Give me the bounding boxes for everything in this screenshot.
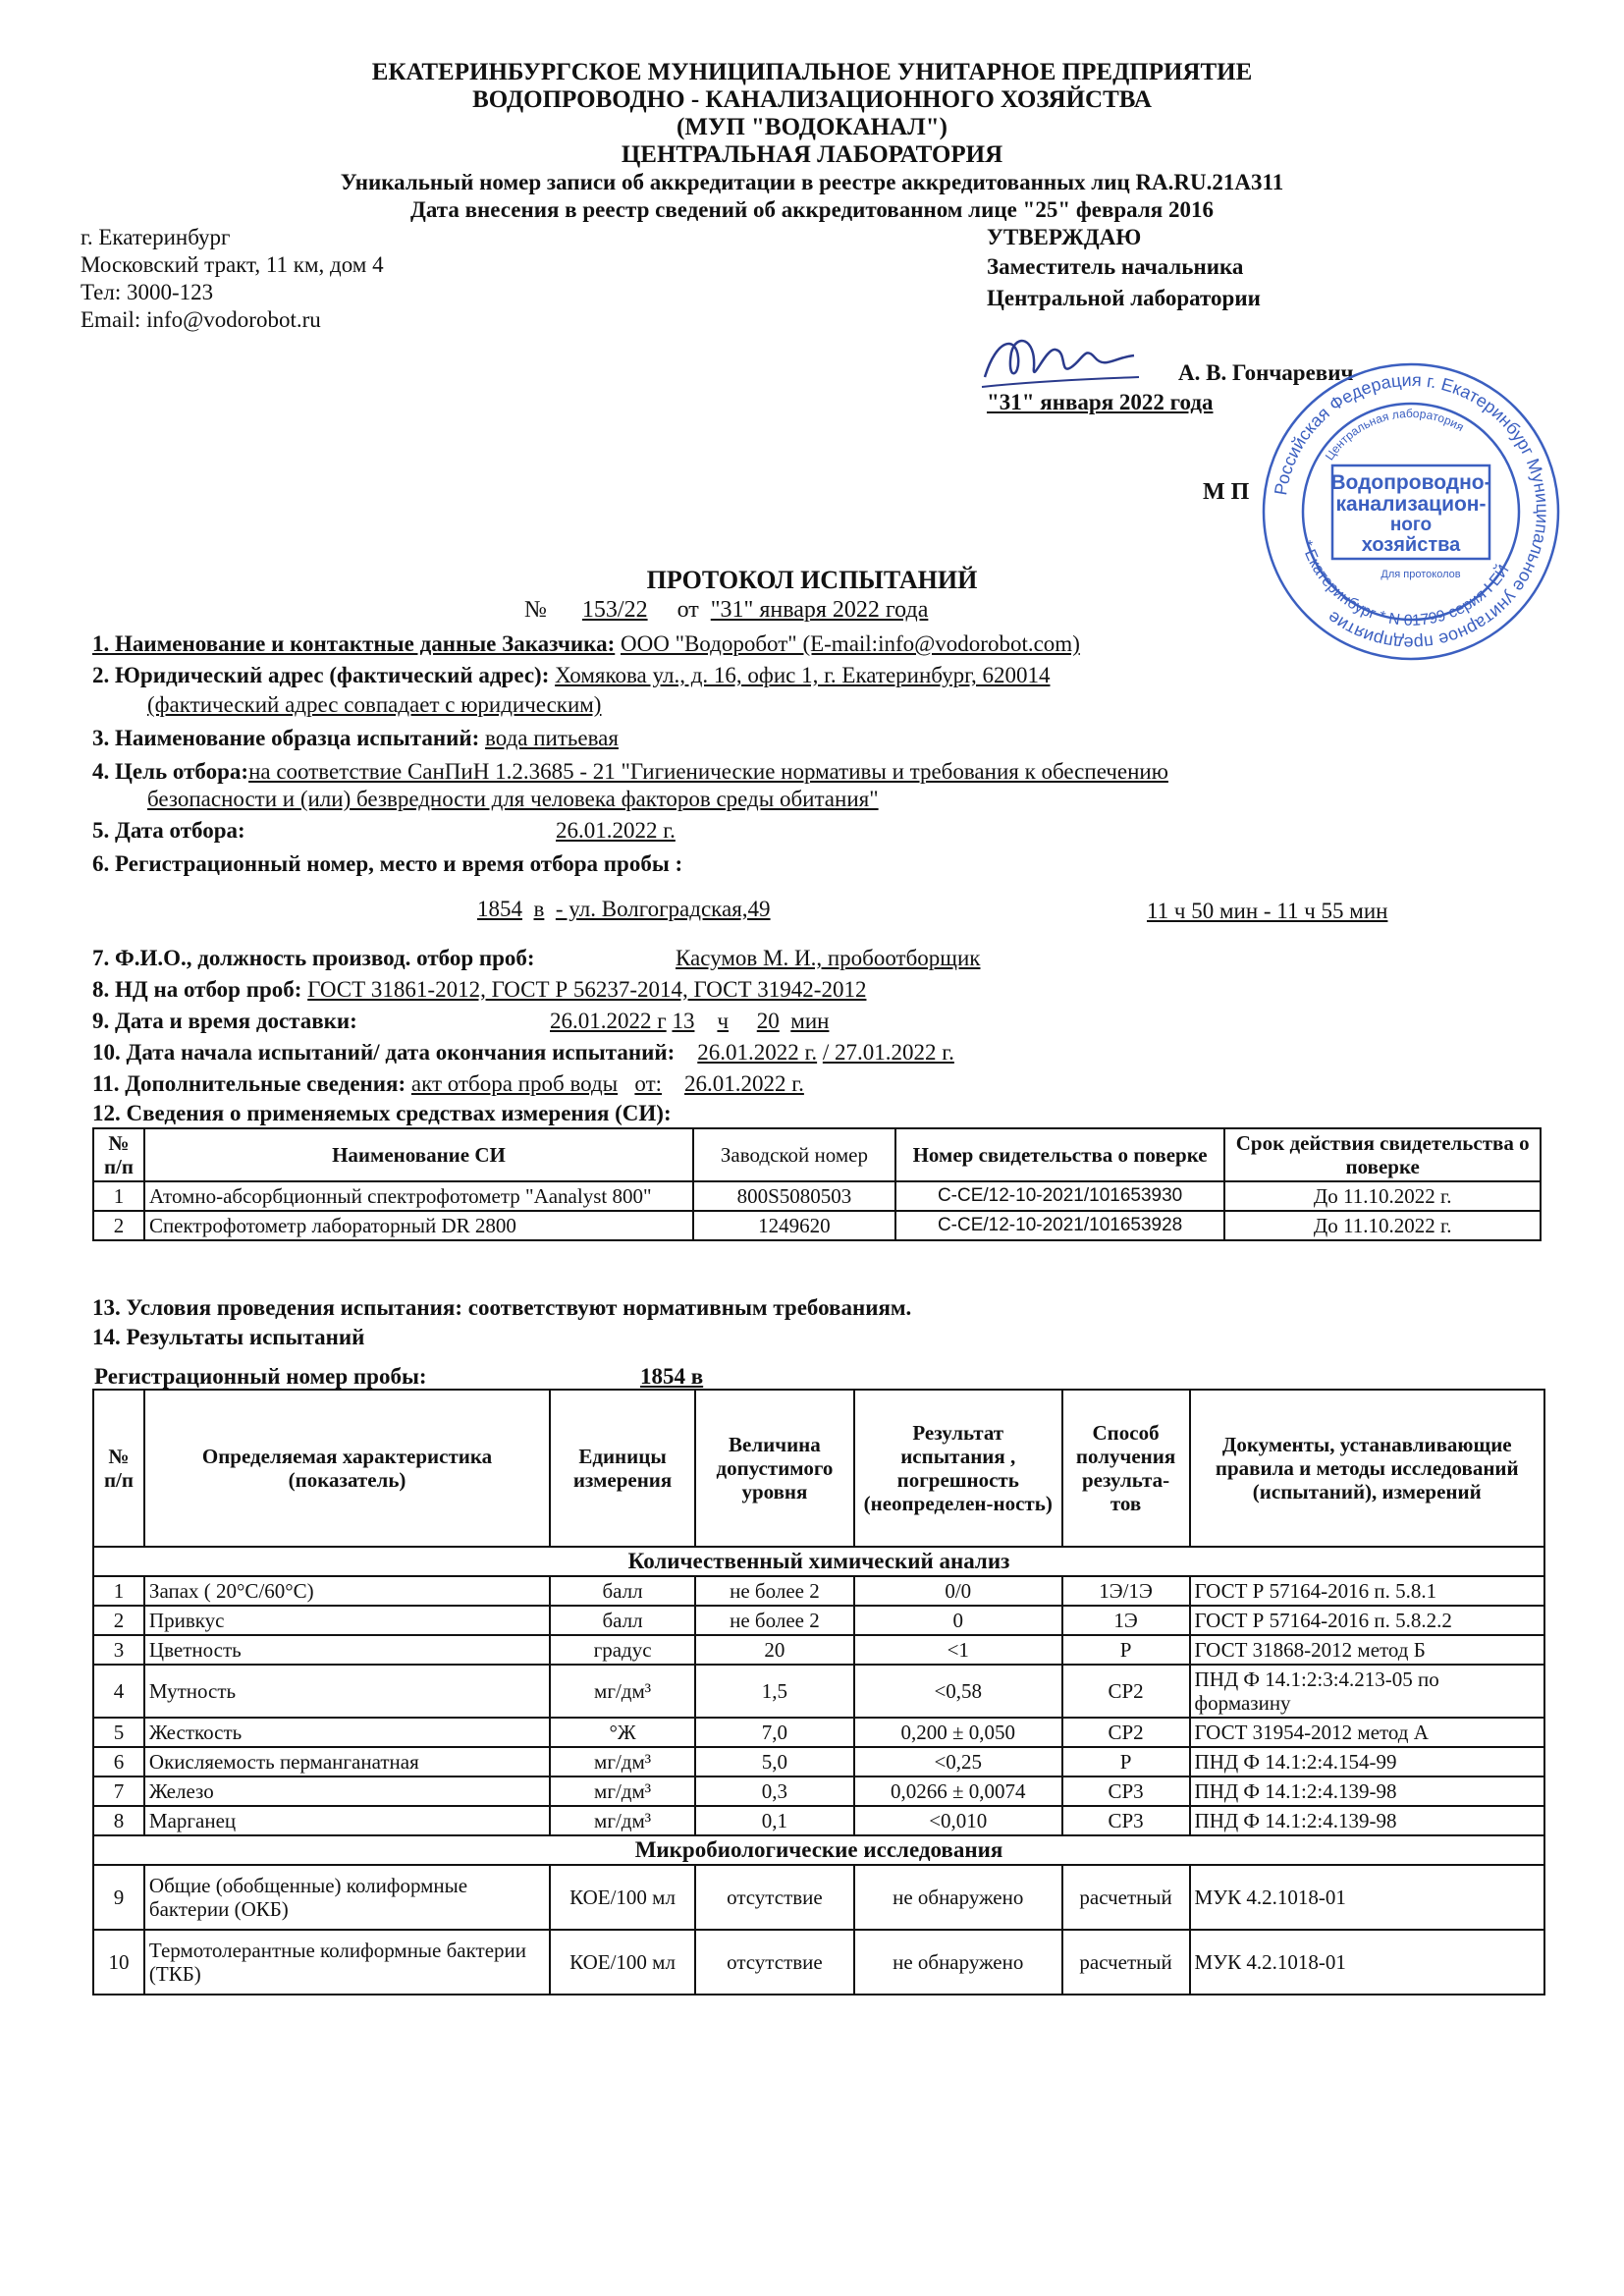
approve-role2: Центральной лаборатории bbox=[987, 286, 1261, 310]
table-row bbox=[93, 1930, 1544, 1995]
accreditation-number: Уникальный номер записи об аккредитации в реестре аккредитованных лиц RA.RU.21А311 bbox=[340, 170, 1284, 194]
approve-name: А. В. Гончаревич bbox=[1178, 360, 1354, 385]
item-7-value: Касумов М. И., пробоотборщик bbox=[676, 946, 981, 970]
result-cell: ПНД Ф 14.1:2:4.139-98 bbox=[1190, 1806, 1544, 1835]
item-2-note: (фактический адрес совпадает с юридическим) bbox=[147, 692, 602, 717]
item-10: 10. Дата начала испытаний/ дата окончания испытаний: 26.01.2022 г. / 27.01.2022 г. bbox=[92, 1040, 954, 1065]
org-name: ЕКАТЕРИНБУРГСКОЕ МУНИЦИПАЛЬНОЕ УНИТАРНОЕ ПРЕДПРИЯТИЕ bbox=[371, 59, 1253, 85]
item-3: 3. Наименование образца испытаний: вода питьевая bbox=[92, 726, 619, 750]
result-cell: 0/0 bbox=[854, 1576, 1062, 1606]
result-cell: ПНД Ф 14.1:2:4.154-99 bbox=[1190, 1747, 1544, 1777]
result-cell: 1,5 bbox=[695, 1665, 854, 1718]
result-cell: <0,25 bbox=[854, 1747, 1062, 1777]
item-6-value: 1854 в - ул. Волгоградская,49 bbox=[477, 897, 771, 921]
result-cell: Мутность bbox=[144, 1665, 550, 1718]
result-cell: 2 bbox=[93, 1606, 144, 1635]
protocol-title: ПРОТОКОЛ ИСПЫТАНИЙ bbox=[646, 566, 978, 594]
protocol-number: 153/22 bbox=[581, 597, 648, 623]
result-cell: расчетный bbox=[1062, 1930, 1190, 1995]
result-cell: 5,0 bbox=[695, 1747, 854, 1777]
svg-text:Для протоколов: Для протоколов bbox=[1380, 569, 1461, 580]
result-cell: отсутствие bbox=[695, 1865, 854, 1930]
result-cell: 7 bbox=[93, 1777, 144, 1806]
item-6: 6. Регистрационный номер, место и время отбора пробы : bbox=[92, 851, 683, 876]
result-cell: 1Э/1Э bbox=[1062, 1576, 1190, 1606]
si-table bbox=[92, 1127, 1542, 1241]
table-row bbox=[93, 1576, 1544, 1606]
table-row bbox=[93, 1747, 1544, 1777]
result-cell: мг/дм³ bbox=[550, 1747, 695, 1777]
result-cell: 10 bbox=[93, 1930, 144, 1995]
address-street: Московский тракт, 11 км, дом 4 bbox=[81, 252, 384, 277]
result-cell: ПНД Ф 14.1:2:3:4.213-05 по формазину bbox=[1190, 1665, 1544, 1718]
result-cell: не более 2 bbox=[695, 1576, 854, 1606]
result-cell: Марганец bbox=[144, 1806, 550, 1835]
table-row bbox=[93, 1718, 1544, 1747]
approve-title: УТВЕРЖДАЮ bbox=[987, 225, 1142, 249]
accreditation-date: Дата внесения в реестр сведений об аккредитованном лице "25" февраля 2016 bbox=[410, 197, 1214, 222]
result-cell: 4 bbox=[93, 1665, 144, 1718]
result-cell: Р bbox=[1062, 1747, 1190, 1777]
section-chemical: Количественный химический анализ bbox=[93, 1547, 1544, 1576]
result-cell: ГОСТ 31954-2012 метод А bbox=[1190, 1718, 1544, 1747]
result-cell: 7,0 bbox=[695, 1718, 854, 1747]
result-cell: отсутствие bbox=[695, 1930, 854, 1995]
result-cell: Жесткость bbox=[144, 1718, 550, 1747]
table-row bbox=[93, 1606, 1544, 1635]
item-9-value: 26.01.2022 г 13 ч 20 мин bbox=[550, 1009, 830, 1033]
result-cell: расчетный bbox=[1062, 1865, 1190, 1930]
item-7: 7. Ф.И.О., должность производ. отбор проб: bbox=[92, 946, 535, 970]
approve-date: "31" января 2022 года bbox=[987, 390, 1214, 414]
results-table-header: № п/п Определяемая характеристика (показатель) Единицы измерения Величина допустимого уровня Результат испытания , погрешность (неопределен-ность) Способ получения результа-тов Документы, устанавливающие правила и методы исследований (испытаний), измерений bbox=[93, 1390, 1544, 1547]
result-cell: Общие (обобщенные) колиформные бактерии (ОКБ) bbox=[144, 1865, 550, 1930]
result-cell: Запах ( 20°С/60°С) bbox=[144, 1576, 550, 1606]
result-cell: СР3 bbox=[1062, 1777, 1190, 1806]
item-5-value: 26.01.2022 г. bbox=[556, 818, 676, 843]
org-subname: ВОДОПРОВОДНО - КАНАЛИЗАЦИОННОГО ХОЗЯЙСТВА bbox=[472, 86, 1152, 113]
result-cell: Цветность bbox=[144, 1635, 550, 1665]
result-cell: <1 bbox=[854, 1635, 1062, 1665]
org-short: (МУП "ВОДОКАНАЛ") bbox=[677, 114, 947, 140]
result-cell: 0 bbox=[854, 1606, 1062, 1635]
svg-text:ного: ного bbox=[1389, 515, 1433, 535]
result-cell: СР2 bbox=[1062, 1665, 1190, 1718]
result-cell: 8 bbox=[93, 1806, 144, 1835]
result-cell: Окисляемость перманганатная bbox=[144, 1747, 550, 1777]
result-cell: МУК 4.2.1018-01 bbox=[1190, 1865, 1544, 1930]
address-phone: Тел: 3000-123 bbox=[81, 280, 214, 304]
svg-text:Центральная лаборатория: Центральная лаборатория bbox=[1322, 406, 1467, 464]
item-14: 14. Результаты испытаний bbox=[92, 1325, 365, 1349]
table-row bbox=[93, 1806, 1544, 1835]
lab-name: ЦЕНТРАЛЬНАЯ ЛАБОРАТОРИЯ bbox=[621, 141, 1003, 168]
result-cell: мг/дм³ bbox=[550, 1665, 695, 1718]
table-row: 1 Атомно-абсорбционный спектрофотометр "Aanalyst 800" 800S5080503 С-СЕ/12-10-2021/101653930 До 11.10.2022 г. bbox=[93, 1181, 1541, 1211]
result-cell: <0,010 bbox=[854, 1806, 1062, 1835]
item-5: 5. Дата отбора: bbox=[92, 818, 245, 843]
signature-icon bbox=[977, 328, 1144, 397]
svg-text:Российская Федерация г. Екатер: Российская Федерация г. Екатеринбург Муниципальное унитарное предприятие bbox=[1271, 369, 1553, 654]
result-cell: не обнаружено bbox=[854, 1865, 1062, 1930]
result-cell: СР3 bbox=[1062, 1806, 1190, 1835]
item-8: 8. НД на отбор проб: ГОСТ 31861-2012, ГОСТ Р 56237-2014, ГОСТ 31942-2012 bbox=[92, 977, 867, 1002]
item-9: 9. Дата и время доставки: bbox=[92, 1009, 357, 1033]
svg-text:* Екатеринбург * N 01799 серия: * Екатеринбург * N 01799 серия I ЕЙ bbox=[1297, 538, 1513, 629]
svg-text:канализацион-: канализацион- bbox=[1335, 493, 1487, 516]
section-microbiology: Микробиологические исследования bbox=[93, 1835, 1544, 1865]
si-table-header: № п/п Наименование СИ Заводской номер Номер свидетельства о поверке Срок действия свидетельства о поверке bbox=[93, 1128, 1541, 1181]
result-cell: КОЕ/100 мл bbox=[550, 1865, 695, 1930]
result-cell: 3 bbox=[93, 1635, 144, 1665]
item-1: 1. Наименование и контактные данные Заказчика: ООО "Водоробот" (E-mail:info@vodorobot.com) bbox=[92, 631, 1080, 656]
mp-label: М П bbox=[1203, 479, 1250, 505]
item-4-cont: безопасности и (или) безвредности для человека факторов среды обитания" bbox=[147, 787, 879, 811]
result-cell: балл bbox=[550, 1576, 695, 1606]
reg-number-label: Регистрационный номер пробы: bbox=[94, 1364, 427, 1389]
result-cell: Железо bbox=[144, 1777, 550, 1806]
result-cell: ГОСТ 31868-2012 метод Б bbox=[1190, 1635, 1544, 1665]
result-cell: °Ж bbox=[550, 1718, 695, 1747]
item-11: 11. Дополнительные сведения: акт отбора проб воды от: 26.01.2022 г. bbox=[92, 1071, 804, 1096]
result-cell: 20 bbox=[695, 1635, 854, 1665]
result-cell: СР2 bbox=[1062, 1718, 1190, 1747]
item-2: 2. Юридический адрес (фактический адрес): Хомякова ул., д. 16, офис 1, г. Екатеринбург, 620014 bbox=[92, 663, 1051, 687]
item-13: 13. Условия проведения испытания: соответствуют нормативным требованиям. bbox=[92, 1295, 912, 1320]
result-cell: МУК 4.2.1018-01 bbox=[1190, 1930, 1544, 1995]
item-12: 12. Сведения о применяемых средствах измерения (СИ): bbox=[92, 1101, 672, 1125]
result-cell: ПНД Ф 14.1:2:4.139-98 bbox=[1190, 1777, 1544, 1806]
table-row bbox=[93, 1865, 1544, 1930]
result-cell: ГОСТ Р 57164-2016 п. 5.8.1 bbox=[1190, 1576, 1544, 1606]
result-cell: Р bbox=[1062, 1635, 1190, 1665]
result-cell: 1Э bbox=[1062, 1606, 1190, 1635]
result-cell: мг/дм³ bbox=[550, 1806, 695, 1835]
result-cell: КОЕ/100 мл bbox=[550, 1930, 695, 1995]
table-row: 2 Спектрофотометр лабораторный DR 2800 1249620 С-СЕ/12-10-2021/101653928 До 11.10.2022 г. bbox=[93, 1211, 1541, 1240]
item-6-time: 11 ч 50 мин - 11 ч 55 мин bbox=[1147, 899, 1388, 923]
svg-text:Водопроводно-: Водопроводно- bbox=[1330, 471, 1491, 494]
organization-stamp bbox=[1259, 359, 1563, 664]
result-cell: 9 bbox=[93, 1865, 144, 1930]
result-cell: 5 bbox=[93, 1718, 144, 1747]
table-row bbox=[93, 1635, 1544, 1665]
result-cell: не обнаружено bbox=[854, 1930, 1062, 1995]
result-cell: мг/дм³ bbox=[550, 1777, 695, 1806]
address-city: г. Екатеринбург bbox=[81, 225, 231, 249]
result-cell: 0,0266 ± 0,0074 bbox=[854, 1777, 1062, 1806]
table-row bbox=[93, 1665, 1544, 1718]
result-cell: 0,200 ± 0,050 bbox=[854, 1718, 1062, 1747]
result-cell: Термотолерантные колиформные бактерии (ТКБ) bbox=[144, 1930, 550, 1995]
result-cell: 0,3 bbox=[695, 1777, 854, 1806]
svg-text:хозяйства: хозяйства bbox=[1361, 534, 1461, 556]
result-cell: 6 bbox=[93, 1747, 144, 1777]
result-cell: <0,58 bbox=[854, 1665, 1062, 1718]
result-cell: ГОСТ Р 57164-2016 п. 5.8.2.2 bbox=[1190, 1606, 1544, 1635]
item-4: 4. Цель отбора:на соответствие СанПиН 1.2.3685 - 21 "Гигиенические нормативы и требования к обеспечению bbox=[92, 759, 1168, 784]
result-cell: Привкус bbox=[144, 1606, 550, 1635]
result-cell: не более 2 bbox=[695, 1606, 854, 1635]
results-table bbox=[92, 1389, 1545, 1995]
approve-role1: Заместитель начальника bbox=[987, 254, 1244, 279]
result-cell: 0,1 bbox=[695, 1806, 854, 1835]
protocol-number-line: № 153/22 от "31" января 2022 года bbox=[524, 597, 929, 623]
result-cell: балл bbox=[550, 1606, 695, 1635]
result-cell: градус bbox=[550, 1635, 695, 1665]
result-cell: 1 bbox=[93, 1576, 144, 1606]
address-email: Email: info@vodorobot.ru bbox=[81, 307, 321, 332]
reg-number-value: 1854 в bbox=[640, 1364, 704, 1389]
table-row bbox=[93, 1777, 1544, 1806]
protocol-date: "31" января 2022 года bbox=[710, 597, 929, 623]
